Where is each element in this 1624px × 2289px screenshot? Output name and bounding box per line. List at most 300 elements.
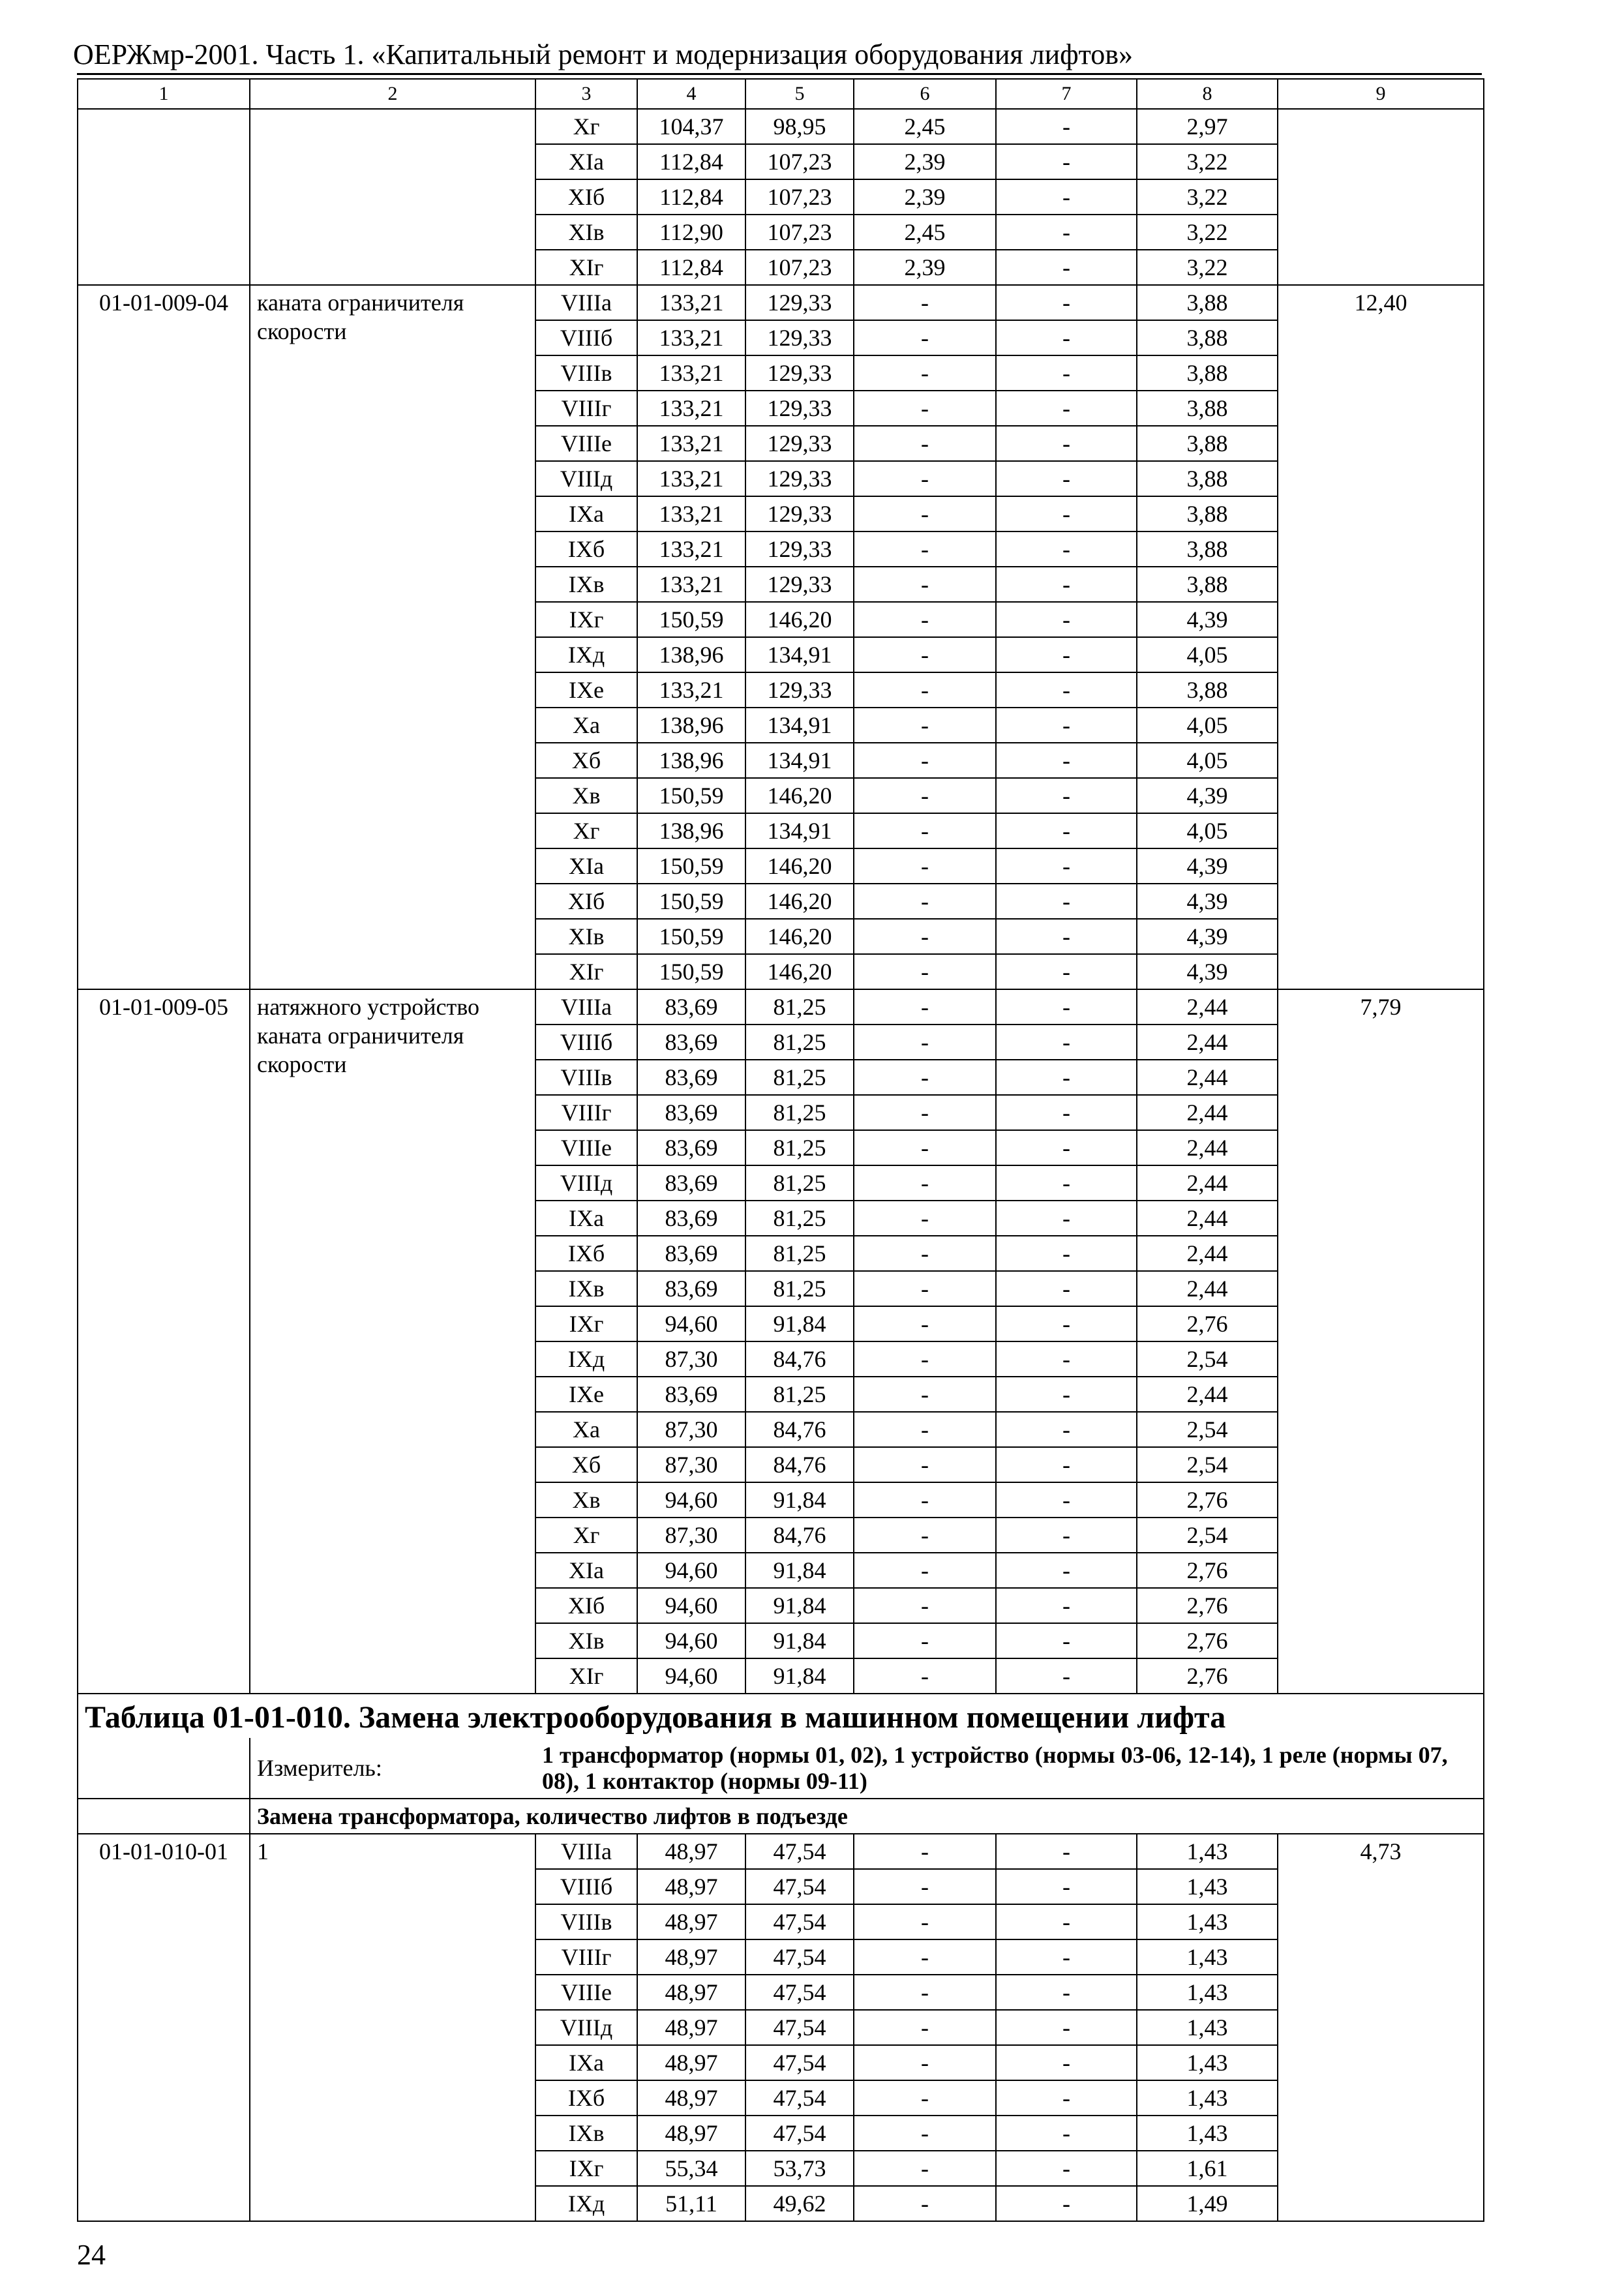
direct-cost-cell: 48,97 xyxy=(637,1939,745,1975)
materials-cell: 2,44 xyxy=(1137,1130,1278,1165)
driver-wage-cell: - xyxy=(996,1869,1137,1904)
wage-cell: 91,84 xyxy=(745,1623,854,1658)
category-cell: Xг xyxy=(535,813,637,848)
machine-cost-cell: 2,39 xyxy=(854,179,996,215)
machine-cost-cell: - xyxy=(854,1060,996,1095)
machine-cost-cell: - xyxy=(854,567,996,602)
table-row xyxy=(78,285,1484,320)
driver-wage-cell: - xyxy=(996,743,1137,778)
machine-cost-cell: - xyxy=(854,1236,996,1271)
machine-cost-cell: - xyxy=(854,1834,996,1869)
machine-cost-cell: - xyxy=(854,1869,996,1904)
direct-cost-cell: 138,96 xyxy=(637,813,745,848)
materials-cell: 2,44 xyxy=(1137,1236,1278,1271)
materials-cell: 3,88 xyxy=(1137,531,1278,567)
machine-cost-cell: - xyxy=(854,743,996,778)
category-cell: Xг xyxy=(535,1518,637,1553)
category-cell: XIа xyxy=(535,1553,637,1588)
direct-cost-cell: 133,21 xyxy=(637,496,745,531)
wage-cell: 91,84 xyxy=(745,1306,854,1341)
category-cell: IXд xyxy=(535,2186,637,2221)
wage-cell: 81,25 xyxy=(745,989,854,1025)
driver-wage-cell: - xyxy=(996,2186,1137,2221)
driver-wage-cell: - xyxy=(996,2010,1137,2045)
driver-wage-cell: - xyxy=(996,531,1137,567)
driver-wage-cell: - xyxy=(996,813,1137,848)
machine-cost-cell: - xyxy=(854,1588,996,1623)
driver-wage-cell: - xyxy=(996,355,1137,391)
table-row xyxy=(78,989,1484,1025)
table-title: Таблица 01-01-010. Замена электрооборудования в машинном помещении лифта xyxy=(78,1694,1484,1738)
driver-wage-cell: - xyxy=(996,250,1137,285)
category-cell: VIIIа xyxy=(535,989,637,1025)
category-cell: Xб xyxy=(535,1447,637,1482)
machine-cost-cell: - xyxy=(854,672,996,708)
page-number: 24 xyxy=(77,2239,106,2271)
wage-cell: 81,25 xyxy=(745,1377,854,1412)
column-number: 5 xyxy=(745,79,854,109)
category-cell: IXа xyxy=(535,2045,637,2080)
category-cell: Xб xyxy=(535,743,637,778)
machine-cost-cell: - xyxy=(854,355,996,391)
materials-cell: 1,43 xyxy=(1137,2010,1278,2045)
table-row xyxy=(78,109,1484,144)
wage-cell: 84,76 xyxy=(745,1447,854,1482)
machine-cost-cell: - xyxy=(854,1658,996,1694)
category-cell: VIIIв xyxy=(535,1904,637,1939)
materials-cell: 4,39 xyxy=(1137,884,1278,919)
driver-wage-cell: - xyxy=(996,109,1137,144)
machine-cost-cell: - xyxy=(854,1447,996,1482)
column-number: 8 xyxy=(1137,79,1278,109)
materials-cell: 3,22 xyxy=(1137,215,1278,250)
driver-wage-cell: - xyxy=(996,1236,1137,1271)
wage-cell: 47,54 xyxy=(745,1975,854,2010)
wage-cell: 129,33 xyxy=(745,285,854,320)
materials-cell: 2,76 xyxy=(1137,1482,1278,1518)
driver-wage-cell: - xyxy=(996,1377,1137,1412)
wage-cell: 47,54 xyxy=(745,2080,854,2116)
machine-cost-cell: - xyxy=(854,1306,996,1341)
wage-cell: 84,76 xyxy=(745,1518,854,1553)
direct-cost-cell: 83,69 xyxy=(637,1130,745,1165)
wage-cell: 91,84 xyxy=(745,1658,854,1694)
category-cell: XIа xyxy=(535,848,637,884)
materials-cell: 2,44 xyxy=(1137,1271,1278,1306)
wage-cell: 47,54 xyxy=(745,2116,854,2151)
wage-cell: 129,33 xyxy=(745,391,854,426)
direct-cost-cell: 150,59 xyxy=(637,848,745,884)
category-cell: VIIIв xyxy=(535,355,637,391)
wage-cell: 129,33 xyxy=(745,496,854,531)
category-cell: VIIIд xyxy=(535,1165,637,1201)
column-number: 6 xyxy=(854,79,996,109)
category-cell: XIг xyxy=(535,250,637,285)
category-cell: XIв xyxy=(535,919,637,954)
materials-cell: 3,88 xyxy=(1137,461,1278,496)
driver-wage-cell: - xyxy=(996,496,1137,531)
materials-cell: 4,05 xyxy=(1137,708,1278,743)
driver-wage-cell: - xyxy=(996,1447,1137,1482)
materials-cell: 4,39 xyxy=(1137,848,1278,884)
wage-cell: 81,25 xyxy=(745,1095,854,1130)
direct-cost-cell: 87,30 xyxy=(637,1447,745,1482)
wage-cell: 84,76 xyxy=(745,1412,854,1447)
wage-cell: 129,33 xyxy=(745,672,854,708)
wage-cell: 134,91 xyxy=(745,637,854,672)
category-cell: IXе xyxy=(535,672,637,708)
machine-cost-cell: - xyxy=(854,954,996,989)
driver-wage-cell: - xyxy=(996,919,1137,954)
machine-cost-cell: - xyxy=(854,426,996,461)
materials-cell: 1,43 xyxy=(1137,1834,1278,1869)
machine-cost-cell: - xyxy=(854,320,996,355)
category-cell: XIв xyxy=(535,1623,637,1658)
driver-wage-cell: - xyxy=(996,567,1137,602)
category-cell: VIIIв xyxy=(535,1060,637,1095)
materials-cell: 3,88 xyxy=(1137,320,1278,355)
direct-cost-cell: 83,69 xyxy=(637,1095,745,1130)
direct-cost-cell: 55,34 xyxy=(637,2151,745,2186)
category-cell: IXв xyxy=(535,1271,637,1306)
driver-wage-cell: - xyxy=(996,672,1137,708)
column-number: 7 xyxy=(996,79,1137,109)
direct-cost-cell: 94,60 xyxy=(637,1306,745,1341)
materials-cell: 2,97 xyxy=(1137,109,1278,144)
wage-cell: 146,20 xyxy=(745,848,854,884)
wage-cell: 107,23 xyxy=(745,215,854,250)
category-cell: IXб xyxy=(535,1236,637,1271)
materials-cell: 3,22 xyxy=(1137,179,1278,215)
machine-cost-cell: - xyxy=(854,2116,996,2151)
rates-table xyxy=(77,78,1484,2222)
direct-cost-cell: 150,59 xyxy=(637,919,745,954)
driver-wage-cell: - xyxy=(996,1341,1137,1377)
measurer-label: Измеритель: xyxy=(250,1738,535,1799)
direct-cost-cell: 83,69 xyxy=(637,989,745,1025)
direct-cost-cell: 112,90 xyxy=(637,215,745,250)
materials-cell: 4,39 xyxy=(1137,954,1278,989)
machine-cost-cell: - xyxy=(854,1165,996,1201)
materials-cell: 4,05 xyxy=(1137,813,1278,848)
measurer-value: 1 трансформатор (нормы 01, 02), 1 устройство (нормы 03-06, 12-14), 1 реле (нормы 07, 08), 1 контактор (нормы 09-11) xyxy=(535,1738,1484,1799)
column-number: 4 xyxy=(637,79,745,109)
driver-wage-cell: - xyxy=(996,1588,1137,1623)
driver-wage-cell: - xyxy=(996,884,1137,919)
direct-cost-cell: 48,97 xyxy=(637,1834,745,1869)
machine-cost-cell: - xyxy=(854,708,996,743)
direct-cost-cell: 48,97 xyxy=(637,1869,745,1904)
machine-cost-cell: - xyxy=(854,496,996,531)
wage-cell: 134,91 xyxy=(745,708,854,743)
driver-wage-cell: - xyxy=(996,954,1137,989)
materials-cell: 2,54 xyxy=(1137,1412,1278,1447)
direct-cost-cell: 138,96 xyxy=(637,708,745,743)
driver-wage-cell: - xyxy=(996,1060,1137,1095)
column-number: 2 xyxy=(250,79,535,109)
machine-cost-cell: - xyxy=(854,2045,996,2080)
category-cell: VIIIг xyxy=(535,1095,637,1130)
materials-cell: 3,88 xyxy=(1137,496,1278,531)
direct-cost-cell: 150,59 xyxy=(637,602,745,637)
category-cell: IXг xyxy=(535,1306,637,1341)
direct-cost-cell: 150,59 xyxy=(637,884,745,919)
machine-cost-cell: - xyxy=(854,1623,996,1658)
wage-cell: 129,33 xyxy=(745,426,854,461)
category-cell: IXб xyxy=(535,531,637,567)
norm-code: 01-01-010-01 xyxy=(78,1834,250,2221)
wage-cell: 81,25 xyxy=(745,1060,854,1095)
machine-cost-cell: - xyxy=(854,813,996,848)
driver-wage-cell: - xyxy=(996,778,1137,813)
materials-cell: 3,22 xyxy=(1137,250,1278,285)
wage-cell: 53,73 xyxy=(745,2151,854,2186)
machine-cost-cell: - xyxy=(854,1201,996,1236)
measurer-row xyxy=(78,1738,1484,1799)
labor-cost-cell xyxy=(1278,109,1484,285)
driver-wage-cell: - xyxy=(996,602,1137,637)
category-cell: IXг xyxy=(535,602,637,637)
machine-cost-cell: - xyxy=(854,285,996,320)
driver-wage-cell: - xyxy=(996,285,1137,320)
category-cell: VIIIб xyxy=(535,1025,637,1060)
table-row xyxy=(78,1834,1484,1869)
materials-cell: 2,44 xyxy=(1137,1060,1278,1095)
category-cell: XIб xyxy=(535,179,637,215)
work-name: каната ограничителя скорости xyxy=(250,285,535,989)
category-cell: XIг xyxy=(535,954,637,989)
driver-wage-cell: - xyxy=(996,1658,1137,1694)
machine-cost-cell: - xyxy=(854,531,996,567)
column-number-row xyxy=(78,79,1484,109)
machine-cost-cell: - xyxy=(854,919,996,954)
category-cell: Xг xyxy=(535,109,637,144)
materials-cell: 1,43 xyxy=(1137,1869,1278,1904)
machine-cost-cell: - xyxy=(854,2010,996,2045)
machine-cost-cell: 2,39 xyxy=(854,250,996,285)
machine-cost-cell: - xyxy=(854,637,996,672)
driver-wage-cell: - xyxy=(996,2116,1137,2151)
direct-cost-cell: 150,59 xyxy=(637,778,745,813)
category-cell: VIIIа xyxy=(535,1834,637,1869)
wage-cell: 81,25 xyxy=(745,1025,854,1060)
wage-cell: 47,54 xyxy=(745,1869,854,1904)
materials-cell: 2,76 xyxy=(1137,1553,1278,1588)
materials-cell: 3,88 xyxy=(1137,285,1278,320)
wage-cell: 47,54 xyxy=(745,1904,854,1939)
category-cell: VIIIе xyxy=(535,426,637,461)
driver-wage-cell: - xyxy=(996,1201,1137,1236)
direct-cost-cell: 133,21 xyxy=(637,320,745,355)
driver-wage-cell: - xyxy=(996,215,1137,250)
machine-cost-cell: 2,45 xyxy=(854,215,996,250)
direct-cost-cell: 133,21 xyxy=(637,672,745,708)
wage-cell: 47,54 xyxy=(745,2010,854,2045)
driver-wage-cell: - xyxy=(996,1834,1137,1869)
direct-cost-cell: 48,97 xyxy=(637,2080,745,2116)
section-blank xyxy=(78,1799,250,1834)
measurer-blank xyxy=(78,1738,250,1799)
materials-cell: 3,88 xyxy=(1137,391,1278,426)
category-cell: VIIIг xyxy=(535,1939,637,1975)
machine-cost-cell: - xyxy=(854,391,996,426)
machine-cost-cell: - xyxy=(854,1341,996,1377)
direct-cost-cell: 83,69 xyxy=(637,1025,745,1060)
driver-wage-cell: - xyxy=(996,989,1137,1025)
machine-cost-cell: - xyxy=(854,1130,996,1165)
machine-cost-cell: - xyxy=(854,1377,996,1412)
driver-wage-cell: - xyxy=(996,1482,1137,1518)
direct-cost-cell: 83,69 xyxy=(637,1377,745,1412)
driver-wage-cell: - xyxy=(996,179,1137,215)
wage-cell: 129,33 xyxy=(745,355,854,391)
machine-cost-cell: - xyxy=(854,2151,996,2186)
materials-cell: 1,43 xyxy=(1137,1939,1278,1975)
category-cell: XIг xyxy=(535,1658,637,1694)
wage-cell: 91,84 xyxy=(745,1588,854,1623)
direct-cost-cell: 83,69 xyxy=(637,1060,745,1095)
wage-cell: 81,25 xyxy=(745,1236,854,1271)
category-cell: IXб xyxy=(535,2080,637,2116)
materials-cell: 1,43 xyxy=(1137,1904,1278,1939)
materials-cell: 1,43 xyxy=(1137,2045,1278,2080)
direct-cost-cell: 133,21 xyxy=(637,567,745,602)
materials-cell: 4,39 xyxy=(1137,602,1278,637)
driver-wage-cell: - xyxy=(996,1306,1137,1341)
section-heading-row xyxy=(78,1799,1484,1834)
wage-cell: 91,84 xyxy=(745,1553,854,1588)
rates-table-body xyxy=(78,79,1484,2221)
direct-cost-cell: 83,69 xyxy=(637,1236,745,1271)
driver-wage-cell: - xyxy=(996,1412,1137,1447)
machine-cost-cell: - xyxy=(854,989,996,1025)
materials-cell: 4,39 xyxy=(1137,778,1278,813)
machine-cost-cell: - xyxy=(854,602,996,637)
direct-cost-cell: 94,60 xyxy=(637,1623,745,1658)
category-cell: VIIIд xyxy=(535,461,637,496)
machine-cost-cell: - xyxy=(854,1939,996,1975)
machine-cost-cell: - xyxy=(854,1025,996,1060)
materials-cell: 2,76 xyxy=(1137,1658,1278,1694)
driver-wage-cell: - xyxy=(996,1553,1137,1588)
machine-cost-cell: - xyxy=(854,848,996,884)
materials-cell: 3,88 xyxy=(1137,426,1278,461)
column-number: 9 xyxy=(1278,79,1484,109)
materials-cell: 1,43 xyxy=(1137,2080,1278,2116)
direct-cost-cell: 83,69 xyxy=(637,1201,745,1236)
wage-cell: 84,76 xyxy=(745,1341,854,1377)
driver-wage-cell: - xyxy=(996,1130,1137,1165)
direct-cost-cell: 48,97 xyxy=(637,2045,745,2080)
materials-cell: 3,22 xyxy=(1137,144,1278,179)
machine-cost-cell: - xyxy=(854,1095,996,1130)
machine-cost-cell: - xyxy=(854,1271,996,1306)
direct-cost-cell: 87,30 xyxy=(637,1518,745,1553)
materials-cell: 2,54 xyxy=(1137,1341,1278,1377)
category-cell: Xв xyxy=(535,1482,637,1518)
direct-cost-cell: 83,69 xyxy=(637,1271,745,1306)
machine-cost-cell: - xyxy=(854,1518,996,1553)
materials-cell: 2,44 xyxy=(1137,989,1278,1025)
direct-cost-cell: 138,96 xyxy=(637,743,745,778)
wage-cell: 134,91 xyxy=(745,813,854,848)
direct-cost-cell: 87,30 xyxy=(637,1341,745,1377)
direct-cost-cell: 48,97 xyxy=(637,2116,745,2151)
wage-cell: 129,33 xyxy=(745,567,854,602)
norm-code: 01-01-009-04 xyxy=(78,285,250,989)
driver-wage-cell: - xyxy=(996,1623,1137,1658)
direct-cost-cell: 150,59 xyxy=(637,954,745,989)
materials-cell: 4,05 xyxy=(1137,743,1278,778)
category-cell: VIIIг xyxy=(535,391,637,426)
labor-cost-cell: 4,73 xyxy=(1278,1834,1484,2221)
wage-cell: 81,25 xyxy=(745,1130,854,1165)
labor-cost-cell: 12,40 xyxy=(1278,285,1484,989)
machine-cost-cell: - xyxy=(854,1553,996,1588)
wage-cell: 81,25 xyxy=(745,1271,854,1306)
category-cell: IXв xyxy=(535,567,637,602)
wage-cell: 129,33 xyxy=(745,531,854,567)
category-cell: Xа xyxy=(535,1412,637,1447)
category-cell: IXв xyxy=(535,2116,637,2151)
wage-cell: 146,20 xyxy=(745,778,854,813)
column-number: 3 xyxy=(535,79,637,109)
machine-cost-cell: - xyxy=(854,778,996,813)
direct-cost-cell: 133,21 xyxy=(637,426,745,461)
driver-wage-cell: - xyxy=(996,1904,1137,1939)
driver-wage-cell: - xyxy=(996,1165,1137,1201)
wage-cell: 146,20 xyxy=(745,954,854,989)
direct-cost-cell: 133,21 xyxy=(637,531,745,567)
direct-cost-cell: 94,60 xyxy=(637,1482,745,1518)
direct-cost-cell: 48,97 xyxy=(637,1904,745,1939)
category-cell: VIIIб xyxy=(535,320,637,355)
direct-cost-cell: 133,21 xyxy=(637,285,745,320)
materials-cell: 2,54 xyxy=(1137,1518,1278,1553)
materials-cell: 2,76 xyxy=(1137,1623,1278,1658)
direct-cost-cell: 112,84 xyxy=(637,179,745,215)
category-cell: VIIIа xyxy=(535,285,637,320)
category-cell: IXд xyxy=(535,637,637,672)
direct-cost-cell: 48,97 xyxy=(637,1975,745,2010)
driver-wage-cell: - xyxy=(996,2080,1137,2116)
driver-wage-cell: - xyxy=(996,848,1137,884)
direct-cost-cell: 133,21 xyxy=(637,461,745,496)
wage-cell: 47,54 xyxy=(745,1939,854,1975)
direct-cost-cell: 94,60 xyxy=(637,1588,745,1623)
direct-cost-cell: 133,21 xyxy=(637,391,745,426)
direct-cost-cell: 83,69 xyxy=(637,1165,745,1201)
category-cell: Xв xyxy=(535,778,637,813)
driver-wage-cell: - xyxy=(996,1095,1137,1130)
section-heading: Замена трансформатора, количество лифтов в подъезде xyxy=(250,1799,1484,1834)
materials-cell: 3,88 xyxy=(1137,672,1278,708)
wage-cell: 107,23 xyxy=(745,250,854,285)
materials-cell: 2,44 xyxy=(1137,1377,1278,1412)
column-number: 1 xyxy=(78,79,250,109)
category-cell: IXа xyxy=(535,1201,637,1236)
category-cell: Xа xyxy=(535,708,637,743)
materials-cell: 2,44 xyxy=(1137,1201,1278,1236)
driver-wage-cell: - xyxy=(996,1518,1137,1553)
category-cell: XIб xyxy=(535,884,637,919)
direct-cost-cell: 51,11 xyxy=(637,2186,745,2221)
wage-cell: 49,62 xyxy=(745,2186,854,2221)
work-name: 1 xyxy=(250,1834,535,2221)
driver-wage-cell: - xyxy=(996,461,1137,496)
machine-cost-cell: 2,45 xyxy=(854,109,996,144)
driver-wage-cell: - xyxy=(996,426,1137,461)
